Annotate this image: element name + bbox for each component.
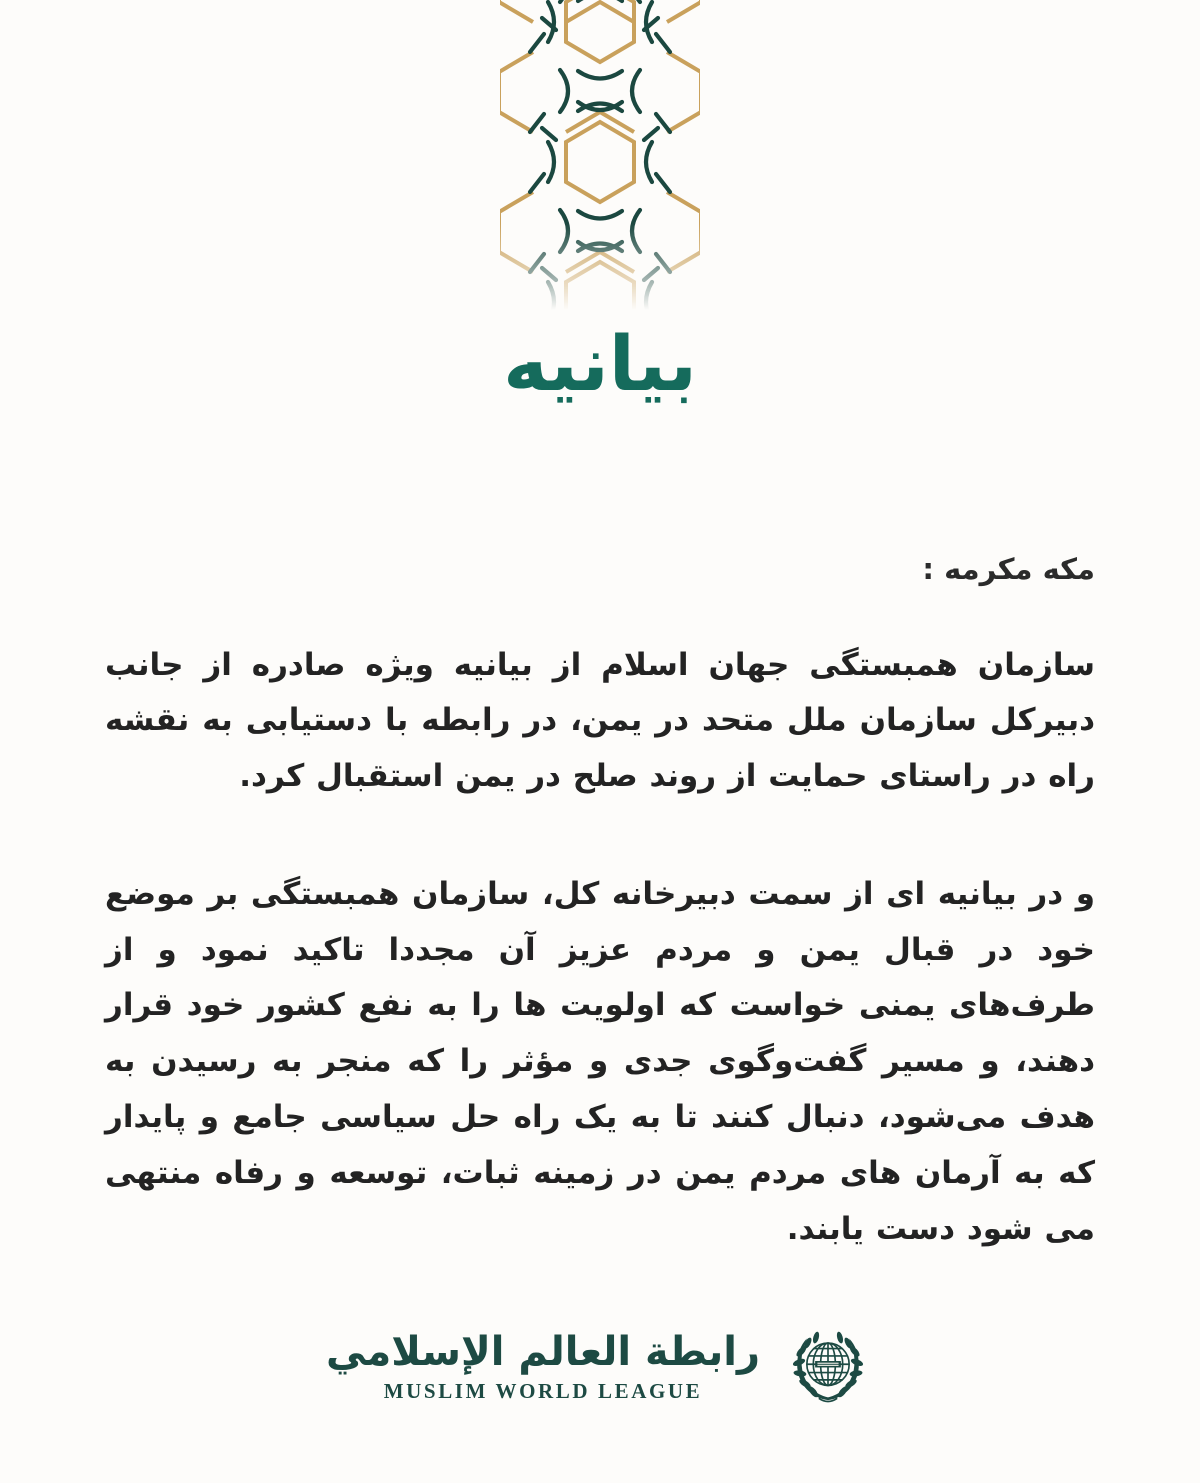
paragraph-2: و در بیانیه ای از سمت دبیرخانه کل، سازمان همبستگی بر موضع خود در قبال یمن و مردم عزیز آن مجددا تاکید نمود و از طرف‌های یمنی خواست که اولویت ها را به نفع کشور خود قرار دهند، و مسیر گفت‌وگوی جدی و مؤثر را که منجر به رسیدن به هدف می‌شود، دنبال کنند تا به یک راه حل سیاسی جامع و پایدار که به آرمان های مردم یمن در زمینه ثبات، توسعه و رفاه منتهی می شود دست یابند. xyxy=(105,875,1095,1247)
muslim-world-league-wordmark xyxy=(326,1329,760,1403)
dateline: مکه مکرمه : xyxy=(922,552,1095,586)
page-title: بیانیه xyxy=(503,319,697,408)
title-section xyxy=(0,320,1200,430)
footer-logo xyxy=(0,1321,1200,1413)
document-body xyxy=(0,548,1200,1257)
wordmark-arabic: رابطة العالم الإسلامي xyxy=(326,1329,760,1375)
wordmark-english: MUSLIM WORLD LEAGUE xyxy=(383,1379,703,1403)
globe-laurel-emblem-icon xyxy=(782,1321,874,1413)
paragraph-1: سازمان همبستگی جهان اسلام از بیانیه ویژه صادره از جانب دبیرکل سازمان ملل متحد در یمن، در رابطه با دستیابی به نقشه راه در راستای حمایت از روند صلح در یمن استقبال کرد. xyxy=(105,646,1095,795)
islamic-geometric-pattern xyxy=(500,0,700,310)
ornamental-header-band xyxy=(0,0,1200,310)
